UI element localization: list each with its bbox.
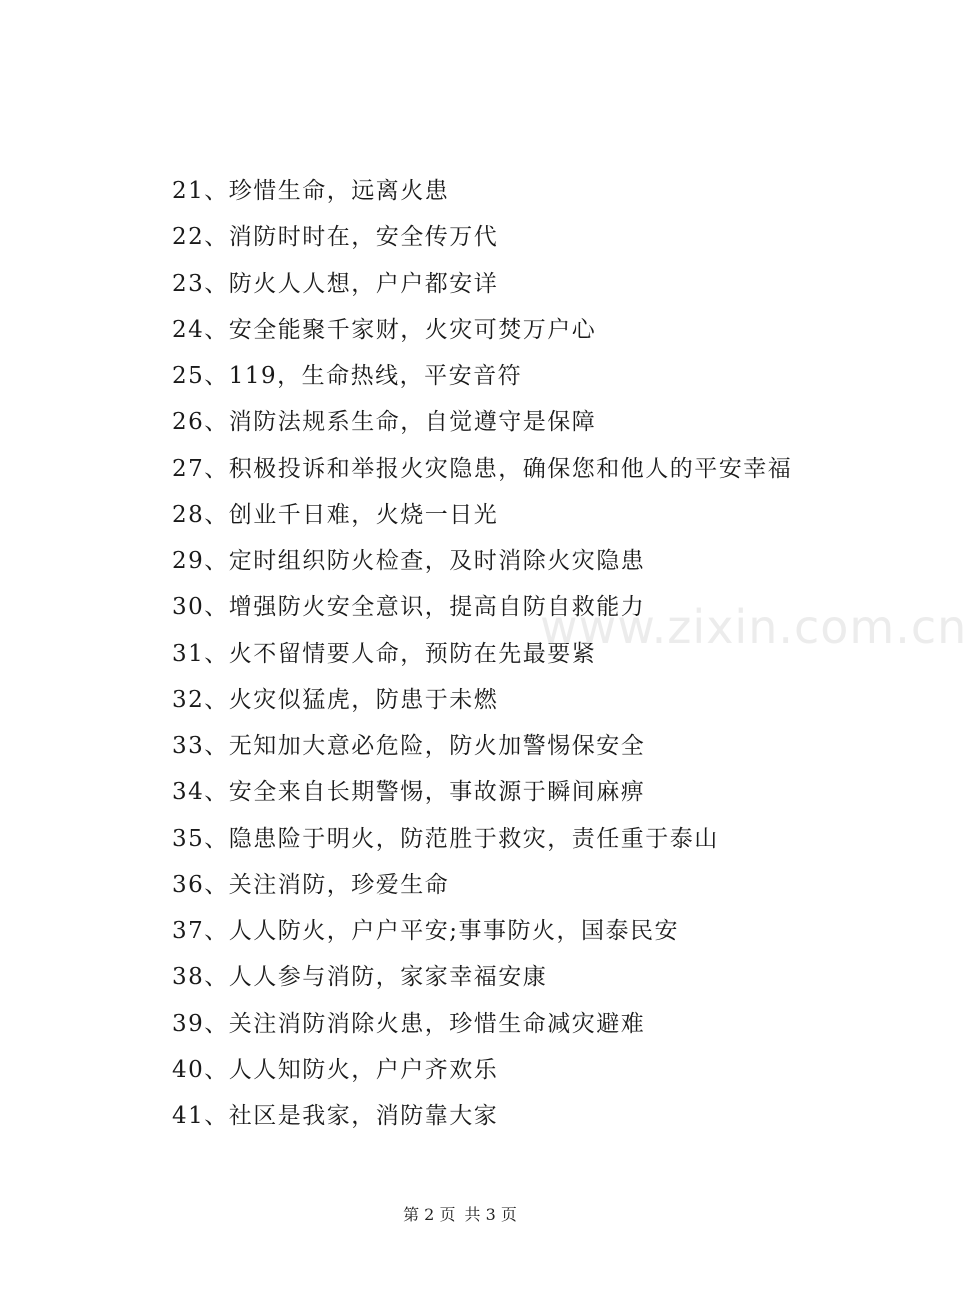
slogan-item: 28、创业千日难，火烧一日光 <box>172 501 499 528</box>
current-page-number: 第 2 页 <box>403 1205 456 1224</box>
slogan-item: 37、人人防火，户户平安;事事防火，国泰民安 <box>172 918 680 944</box>
slogan-item: 39、关注消防消除火患，珍惜生命减灾避难 <box>172 1010 646 1037</box>
slogan-item: 34、安全来自长期警惕，事故源于瞬间麻痹 <box>172 779 646 806</box>
slogan-item: 35、隐患险于明火，防范胜于救灾，责任重于泰山 <box>172 825 719 852</box>
slogan-item: 38、人人参与消防，家家幸福安康 <box>172 964 548 991</box>
slogan-item: 36、关注消防，珍爱生命 <box>172 871 450 898</box>
slogan-item: 22、消防时时在，安全传万代 <box>172 224 499 251</box>
slogan-item: 26、消防法规系生命，自觉遵守是保障 <box>172 409 597 436</box>
slogan-item: 27、积极投诉和举报火灾隐患，确保您和他人的平安幸福 <box>172 455 793 482</box>
slogan-list <box>172 168 792 1139</box>
slogan-item: 41、社区是我家，消防靠大家 <box>172 1103 499 1129</box>
site-watermark: www.zixin.com.cn <box>540 600 967 654</box>
slogan-item: 30、增强防火安全意识，提高自防自救能力 <box>172 594 646 621</box>
slogan-item: 23、防火人人想，户户都安详 <box>172 270 499 297</box>
slogan-item: 21、珍惜生命，远离火患 <box>172 178 450 204</box>
slogan-item: 24、安全能聚千家财，火灾可焚万户心 <box>172 316 597 343</box>
slogan-item: 31、火不留情要人命，预防在先最要紧 <box>172 640 597 667</box>
slogan-item: 33、无知加大意必危险，防火加警惕保安全 <box>172 733 646 759</box>
page-footer <box>0 1202 920 1225</box>
slogan-item: 25、119，生命热线，平安音符 <box>172 363 523 389</box>
slogan-item: 29、定时组织防火检查，及时消除火灾隐患 <box>172 548 646 574</box>
total-page-count: 共 3 页 <box>464 1205 517 1224</box>
slogan-item: 40、人人知防火，户户齐欢乐 <box>172 1056 499 1083</box>
slogan-item: 32、火灾似猛虎，防患于未燃 <box>172 686 499 713</box>
